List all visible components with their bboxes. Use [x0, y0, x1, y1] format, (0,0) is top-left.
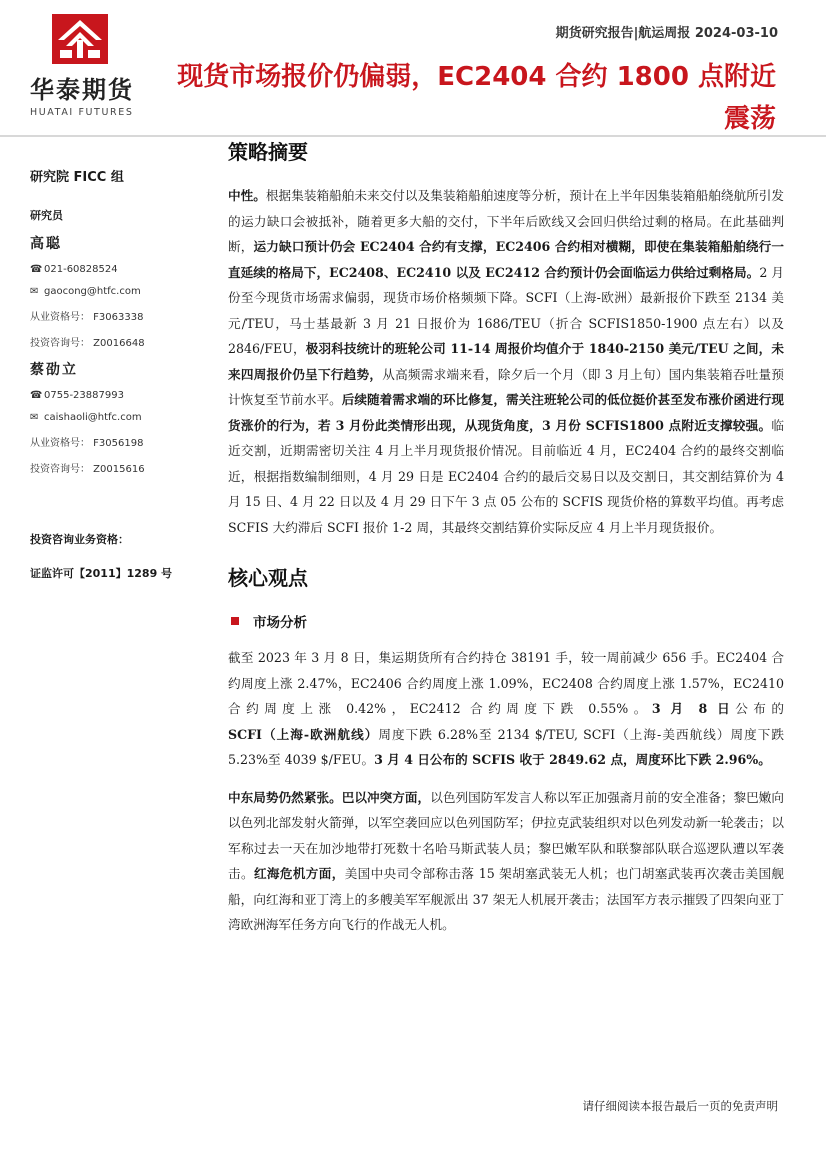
- phone-number: 0755-23887993: [44, 390, 124, 401]
- core-heading: 核心观点: [228, 566, 308, 590]
- company-logo: [30, 14, 140, 118]
- analyst-qualification: 从业资格号： F3056198: [30, 438, 144, 449]
- market-paragraph: [228, 645, 784, 773]
- email-link[interactable]: gaocong@htfc.com: [44, 286, 141, 297]
- text-segment: 周度下跌 6.28%至 2134 $/TEU, SCFI（上海-美西航线）周度下跌 5.23%至 4039 $/FEU。: [228, 726, 784, 767]
- text-segment: 从高频需求端来看，除夕后一个月（即 3 月上旬）国内集装箱吞吐量预计恢复至节前水平。: [228, 366, 785, 407]
- report-title: 现货市场报价仍偏弱，EC2404 合约 1800 点附近震荡: [177, 62, 776, 134]
- phone-icon: ☎: [30, 390, 43, 401]
- email-link[interactable]: caishaoli@htfc.com: [44, 412, 142, 423]
- email-icon: ✉: [30, 286, 39, 297]
- bold-text-segment: 红海危机方面，: [253, 866, 345, 881]
- bold-text-segment: 3 月 4 日公布的 SCFIS 收于 2849.62 点，周度环比下跌 2.96%。: [374, 752, 771, 767]
- text-segment: 临近交割，近期需密切关注 4 月上半月现货报价情况。目前临近 4 月，EC2404 合约的最终交割临近，根据指数编制细则，4 月 29 日是 EC2404 合约的最后交易日以及交割日，其交割结算价为 4 月 15 日、4 月 22 日以及 4 月 29 日下午 3 点 05 公布的 SCFIS 现货价格的算数平均值。再考虑 SCFIS 大约滞后 SCFI 报价 1-2 周，其最终交割结算价实际反应 4 月上半月现货报价。: [228, 417, 784, 535]
- bold-text-segment: 3 月 8 日: [651, 701, 736, 716]
- analyst-phone: [30, 390, 195, 401]
- logo-text-en: HUATAI FUTURES: [30, 107, 134, 118]
- bold-text-segment: 运力缺口预计仍会 EC2404 合约有支撑，EC2406 合约相对横糊，即使在集装箱船舶绕行一直延续的格局下，EC2408、EC2410 以及 EC2412 合约预计仍会面临运力供给过剩格局。: [228, 239, 784, 280]
- bold-text-segment: 极羽科技统计的班轮公司 11-14 周报价均值介于 1840-2150 美元/TEU 之间，未来四周报价仍呈下行趋势，: [228, 341, 784, 382]
- analyst-block: [30, 359, 195, 475]
- analyst-advisor-id: 投资咨询号： Z0015616: [30, 464, 145, 475]
- geopolitics-paragraph: [228, 785, 784, 938]
- market-analysis-subheading: [228, 611, 784, 631]
- department: 研究院 FICC 组: [30, 170, 124, 185]
- text-segment: 截至 2023 年 3 月 8 日，集运期货所有合约持仓 38191 手，较一周前减少 656 手。EC2404 合约周度上涨 2.47%，EC2406 合约周度上涨 1.09%，EC2408 合约周度上涨 1.57%，EC2410 合约周度上涨 0.42%，EC2412 合约周度下跌 0.55%。: [228, 650, 784, 716]
- license-number: 证监许可【2011】1289 号: [30, 567, 173, 580]
- summary-paragraph: [228, 183, 784, 540]
- phone-icon: ☎: [30, 264, 43, 275]
- email-icon: ✉: [30, 412, 39, 423]
- analyst-block: [30, 233, 195, 349]
- analyst-email: [30, 286, 195, 297]
- text-segment: 美国中央司令部称击落 15 架胡塞武装无人机；也门胡塞武装再次袭击美国舰船，向红海和亚丁湾上的多艘美军军舰派出 37 架无人机展开袭击；法国军方表示摧毁了四架向亚丁湾欧洲海军任务方向飞行的作战无人机。: [228, 866, 784, 932]
- text-segment: 以色列国防军发言人称以军正加强斋月前的安全准备；黎巴嫩向以色列北部发射火箭弹，以军空袭回应以色列国防军；伊拉克武装组织对以色列发动新一轮袭击；以军称过去一天在加沙地带打死数十名哈马斯武装人员；黎巴嫩军队和联黎部队联合巡逻队遭以军袭击。: [228, 789, 785, 881]
- summary-heading: 策略摘要: [228, 140, 308, 164]
- report-meta: 期货研究报告|航运周报 2024-03-10: [555, 26, 778, 41]
- huatai-logo-icon: [52, 14, 108, 64]
- bold-text-segment: 中性。: [228, 188, 266, 203]
- text-segment: 根据集装箱船舶未来交付以及集装箱船舶速度等分析，预计在上半年因集装箱船舶绕航所引发的运力缺口会被抵补，随着更多大船的交付，下半年后欧线又会回归供给过剩的格局。在此基础判断，: [228, 188, 785, 254]
- bold-text-segment: 后续随着需求端的环比修复，需关注班轮公司的低位挺价甚至发布涨价函进行现货涨价的行为，若 3 月份此类情形出现，从现货角度，3 月份 SCFIS1800 点附近支撑较强。: [228, 392, 785, 433]
- analyst-name: 蔡劭立: [30, 362, 78, 378]
- analyst-qualification: 从业资格号： F3063338: [30, 312, 144, 323]
- researcher-label: 研究员: [30, 209, 63, 222]
- author-sidebar: [30, 160, 195, 581]
- phone-number: 021-60828524: [44, 264, 118, 275]
- analyst-advisor-id: 投资咨询号： Z0016648: [30, 338, 145, 349]
- analyst-email: [30, 412, 195, 423]
- text-segment: 公布的: [735, 701, 784, 716]
- bold-text-segment: SCFI（上海-欧洲航线）: [228, 726, 379, 742]
- text-segment: 2 月份至今现货市场需求偏弱，现货市场价格频频下降。SCFI（上海-欧洲）最新报价下跌至 2134 美元/TEU，马士基最新 3 月 21 日报价为 1686/TEU（折合 SCFIS1850-1900 点左右）以及 2846/FEU，: [228, 264, 784, 356]
- qualification-label: 投资咨询业务资格：: [30, 533, 129, 546]
- disclaimer-note: 请仔细阅读本报告最后一页的免责声明: [582, 1099, 778, 1113]
- analyst-phone: [30, 264, 195, 275]
- analyst-name: 高聪: [30, 236, 62, 252]
- main-content: [228, 136, 784, 938]
- logo-text-cn: 华泰期货: [30, 76, 134, 104]
- bold-text-segment: 中东局势仍然紧张。巴以冲突方面，: [228, 789, 431, 805]
- subheading-label: 市场分析: [253, 615, 307, 631]
- square-bullet-icon: [231, 617, 239, 625]
